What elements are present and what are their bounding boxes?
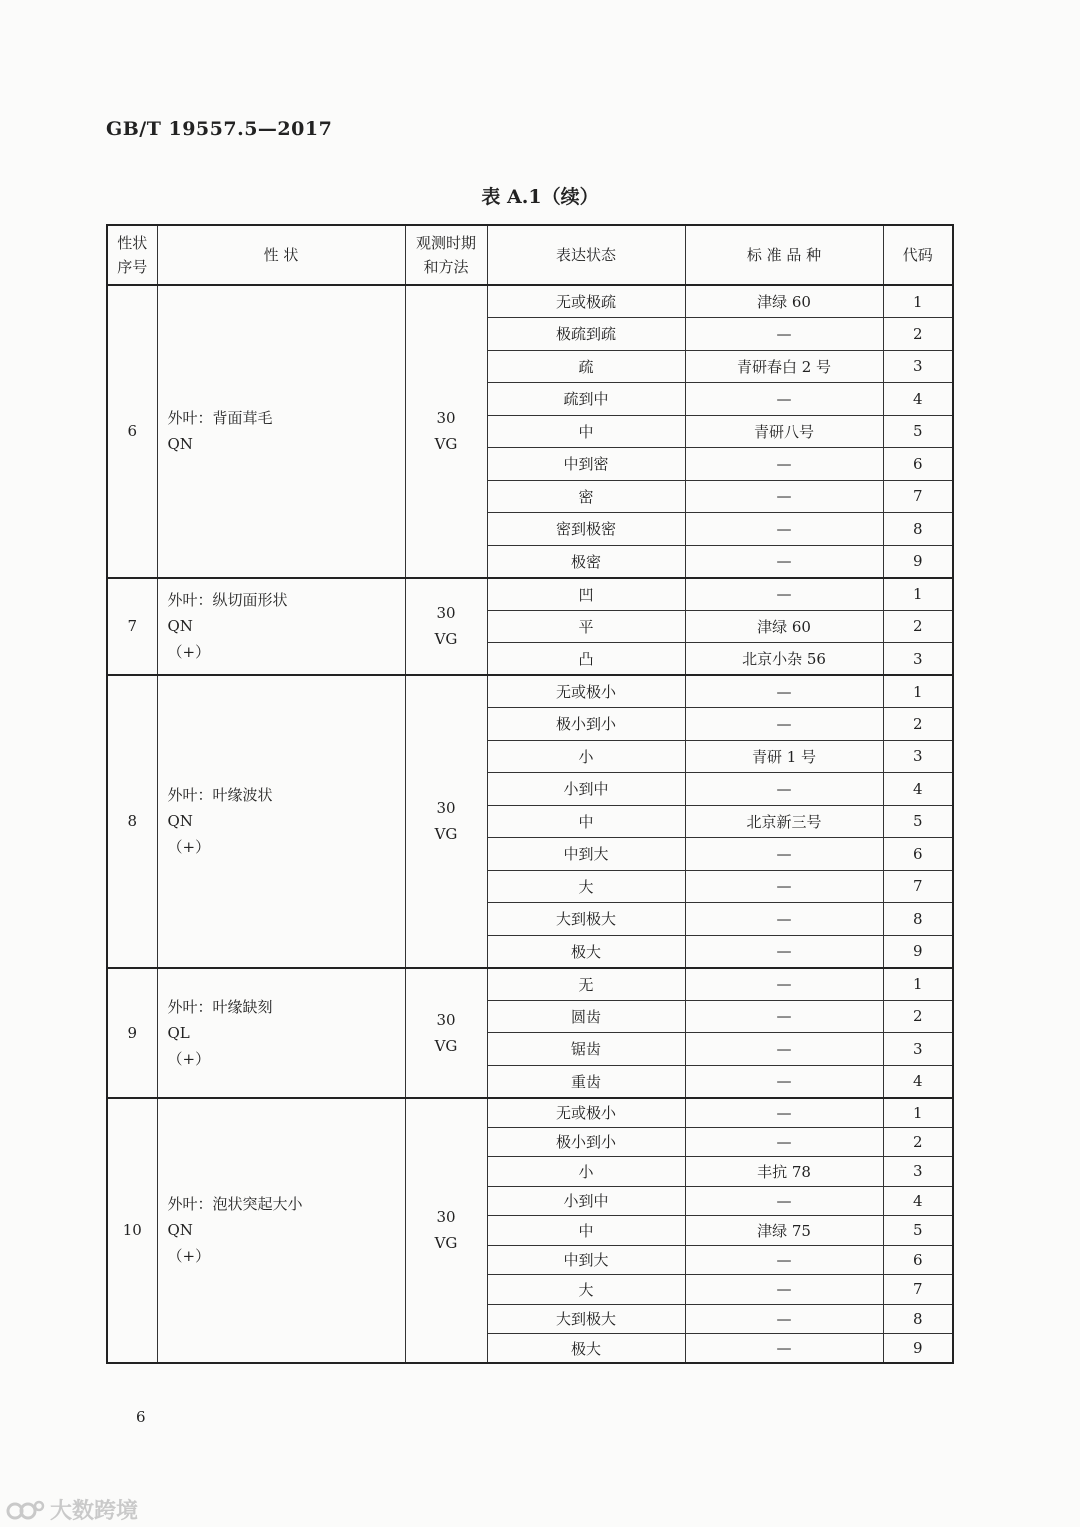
trait-group [107, 968, 953, 1098]
code-cell: 1 [883, 675, 953, 708]
expression-state-cell: 小 [487, 740, 685, 773]
watermark-text: 大数跨境 [50, 1499, 139, 1524]
standard-variety-cell: — [685, 513, 883, 546]
trait-name-cell [157, 675, 405, 968]
table-row [107, 1098, 953, 1128]
trait-name-cell [157, 968, 405, 1098]
method-line: 30 [436, 409, 456, 428]
code-cell: 6 [883, 448, 953, 481]
trait-name-line: （+） [167, 1247, 211, 1266]
code-cell: 8 [883, 903, 953, 936]
method-line: VG [434, 825, 458, 844]
standard-variety-cell: — [685, 578, 883, 611]
standard-variety-cell: — [685, 1186, 883, 1216]
expression-state-cell: 无或极疏 [487, 285, 685, 318]
expression-state-cell: 中到大 [487, 838, 685, 871]
expression-state-cell: 极小到小 [487, 708, 685, 741]
method-cell [405, 285, 487, 578]
table-row [107, 968, 953, 1001]
col-header-seq: 性状 序号 [107, 225, 157, 285]
code-cell: 8 [883, 1304, 953, 1334]
method-line: 30 [436, 604, 456, 623]
code-cell: 8 [883, 513, 953, 546]
code-cell: 7 [883, 870, 953, 903]
expression-state-cell: 疏到中 [487, 383, 685, 416]
expression-state-cell: 中 [487, 1216, 685, 1246]
code-cell: 2 [883, 708, 953, 741]
trait-name-line: QN [167, 617, 193, 636]
standard-variety-cell: 津绿 75 [685, 1216, 883, 1246]
expression-state-cell: 小到中 [487, 773, 685, 806]
trait-group [107, 578, 953, 676]
standard-variety-cell: — [685, 935, 883, 968]
standard-id: GB/T 19557.5—2017 [106, 118, 333, 140]
code-cell: 1 [883, 578, 953, 611]
page-number: 6 [136, 1408, 146, 1426]
standard-variety-cell: 北京小杂 56 [685, 643, 883, 676]
code-cell: 7 [883, 1275, 953, 1305]
expression-state-cell: 小到中 [487, 1186, 685, 1216]
code-cell: 2 [883, 610, 953, 643]
trait-name-line: QN [167, 812, 193, 831]
standard-variety-cell: 北京新三号 [685, 805, 883, 838]
code-cell: 1 [883, 285, 953, 318]
standard-variety-cell: 青研春白 2 号 [685, 350, 883, 383]
code-cell: 9 [883, 1334, 953, 1364]
expression-state-cell: 无 [487, 968, 685, 1001]
expression-state-cell: 凸 [487, 643, 685, 676]
col-header-trait: 性 状 [157, 225, 405, 285]
code-cell: 3 [883, 1157, 953, 1187]
code-cell: 2 [883, 1000, 953, 1033]
expression-state-cell: 无或极小 [487, 1098, 685, 1128]
standard-variety-cell: — [685, 1127, 883, 1157]
expression-state-cell: 中到密 [487, 448, 685, 481]
standard-variety-cell: — [685, 773, 883, 806]
trait-name-line: QL [167, 1023, 190, 1042]
standard-variety-cell: — [685, 480, 883, 513]
watermark [6, 1494, 138, 1525]
expression-state-cell: 小 [487, 1157, 685, 1187]
code-cell: 9 [883, 935, 953, 968]
trait-name-line: （+） [167, 643, 211, 662]
table-header [107, 225, 953, 285]
expression-state-cell: 无或极小 [487, 675, 685, 708]
table-title: 表 A.1（续） [481, 186, 599, 208]
code-cell: 3 [883, 350, 953, 383]
expression-state-cell: 密到极密 [487, 513, 685, 546]
code-cell: 3 [883, 740, 953, 773]
expression-state-cell: 极大 [487, 1334, 685, 1364]
method-cell [405, 1098, 487, 1364]
expression-state-cell: 平 [487, 610, 685, 643]
code-cell: 4 [883, 773, 953, 806]
expression-state-cell: 凹 [487, 578, 685, 611]
standard-variety-cell: 青研八号 [685, 415, 883, 448]
code-cell: 9 [883, 545, 953, 578]
code-cell: 7 [883, 480, 953, 513]
watermark-logo-icon [6, 1497, 46, 1523]
expression-state-cell: 密 [487, 480, 685, 513]
trait-seq-cell: 6 [107, 285, 157, 578]
expression-state-cell: 中到大 [487, 1245, 685, 1275]
col-header-expression: 表达状态 [487, 225, 685, 285]
trait-seq-cell: 8 [107, 675, 157, 968]
trait-seq-cell: 7 [107, 578, 157, 676]
standard-variety-cell: 津绿 60 [685, 285, 883, 318]
code-cell: 1 [883, 968, 953, 1001]
method-cell [405, 675, 487, 968]
code-cell: 5 [883, 805, 953, 838]
expression-state-cell: 锯齿 [487, 1033, 685, 1066]
expression-state-cell: 中 [487, 805, 685, 838]
trait-name-line: 外叶：叶缘波状 [167, 786, 273, 805]
method-line: 30 [436, 1010, 456, 1029]
standard-variety-cell: — [685, 1334, 883, 1364]
code-cell: 2 [883, 318, 953, 351]
method-line: 30 [436, 799, 456, 818]
expression-state-cell: 大 [487, 1275, 685, 1305]
method-line: VG [434, 630, 458, 649]
code-cell: 4 [883, 1186, 953, 1216]
code-cell: 5 [883, 415, 953, 448]
standard-variety-cell: — [685, 1304, 883, 1334]
method-line: 30 [436, 1208, 456, 1227]
code-cell: 3 [883, 643, 953, 676]
standard-variety-cell: — [685, 1065, 883, 1098]
table-row [107, 578, 953, 611]
trait-name-cell [157, 578, 405, 676]
trait-name-line: （+） [167, 1049, 211, 1068]
code-cell: 4 [883, 1065, 953, 1098]
standard-variety-cell: — [685, 968, 883, 1001]
expression-state-cell: 中 [487, 415, 685, 448]
expression-state-cell: 极大 [487, 935, 685, 968]
method-line: VG [434, 435, 458, 454]
standard-variety-cell: — [685, 1033, 883, 1066]
trait-group [107, 675, 953, 968]
expression-state-cell: 大 [487, 870, 685, 903]
col-header-method: 观测时期 和方法 [405, 225, 487, 285]
expression-state-cell: 极密 [487, 545, 685, 578]
standard-variety-cell: 青研 1 号 [685, 740, 883, 773]
trait-name-cell [157, 285, 405, 578]
standard-variety-cell: — [685, 1275, 883, 1305]
trait-seq-cell: 10 [107, 1098, 157, 1364]
expression-state-cell: 疏 [487, 350, 685, 383]
trait-group [107, 285, 953, 578]
standard-variety-cell: — [685, 708, 883, 741]
trait-name-line: （+） [167, 838, 211, 857]
expression-state-cell: 大到极大 [487, 1304, 685, 1334]
trait-group [107, 1098, 953, 1364]
standard-variety-cell: — [685, 1000, 883, 1033]
expression-state-cell: 圆齿 [487, 1000, 685, 1033]
method-line: VG [434, 1036, 458, 1055]
trait-name-line: QN [167, 1221, 193, 1240]
code-cell: 1 [883, 1098, 953, 1128]
trait-table [106, 224, 954, 1364]
expression-state-cell: 极疏到疏 [487, 318, 685, 351]
standard-variety-cell: 丰抗 78 [685, 1157, 883, 1187]
method-line: VG [434, 1234, 458, 1253]
trait-name-line: 外叶：泡状突起大小 [167, 1195, 303, 1214]
col-header-code: 代码 [883, 225, 953, 285]
table-row [107, 675, 953, 708]
standard-variety-cell: — [685, 838, 883, 871]
standard-variety-cell: — [685, 903, 883, 936]
standard-variety-cell: — [685, 1098, 883, 1128]
standard-variety-cell: — [685, 448, 883, 481]
trait-seq-cell: 9 [107, 968, 157, 1098]
code-cell: 5 [883, 1216, 953, 1246]
expression-state-cell: 极小到小 [487, 1127, 685, 1157]
expression-state-cell: 重齿 [487, 1065, 685, 1098]
standard-variety-cell: — [685, 1245, 883, 1275]
code-cell: 6 [883, 1245, 953, 1275]
standard-variety-cell: — [685, 318, 883, 351]
standard-variety-cell: — [685, 870, 883, 903]
method-cell [405, 578, 487, 676]
trait-name-line: 外叶：叶缘缺刻 [167, 997, 273, 1016]
expression-state-cell: 大到极大 [487, 903, 685, 936]
code-cell: 2 [883, 1127, 953, 1157]
trait-name-line: QN [167, 435, 193, 454]
code-cell: 6 [883, 838, 953, 871]
table-row [107, 285, 953, 318]
code-cell: 4 [883, 383, 953, 416]
code-cell: 3 [883, 1033, 953, 1066]
standard-variety-cell: 津绿 60 [685, 610, 883, 643]
standard-variety-cell: — [685, 545, 883, 578]
trait-name-line: 外叶：背面茸毛 [167, 409, 273, 428]
col-header-standard-variety: 标 准 品 种 [685, 225, 883, 285]
trait-name-line: 外叶：纵切面形状 [167, 591, 288, 610]
trait-name-cell [157, 1098, 405, 1364]
standard-variety-cell: — [685, 675, 883, 708]
method-cell [405, 968, 487, 1098]
standard-variety-cell: — [685, 383, 883, 416]
